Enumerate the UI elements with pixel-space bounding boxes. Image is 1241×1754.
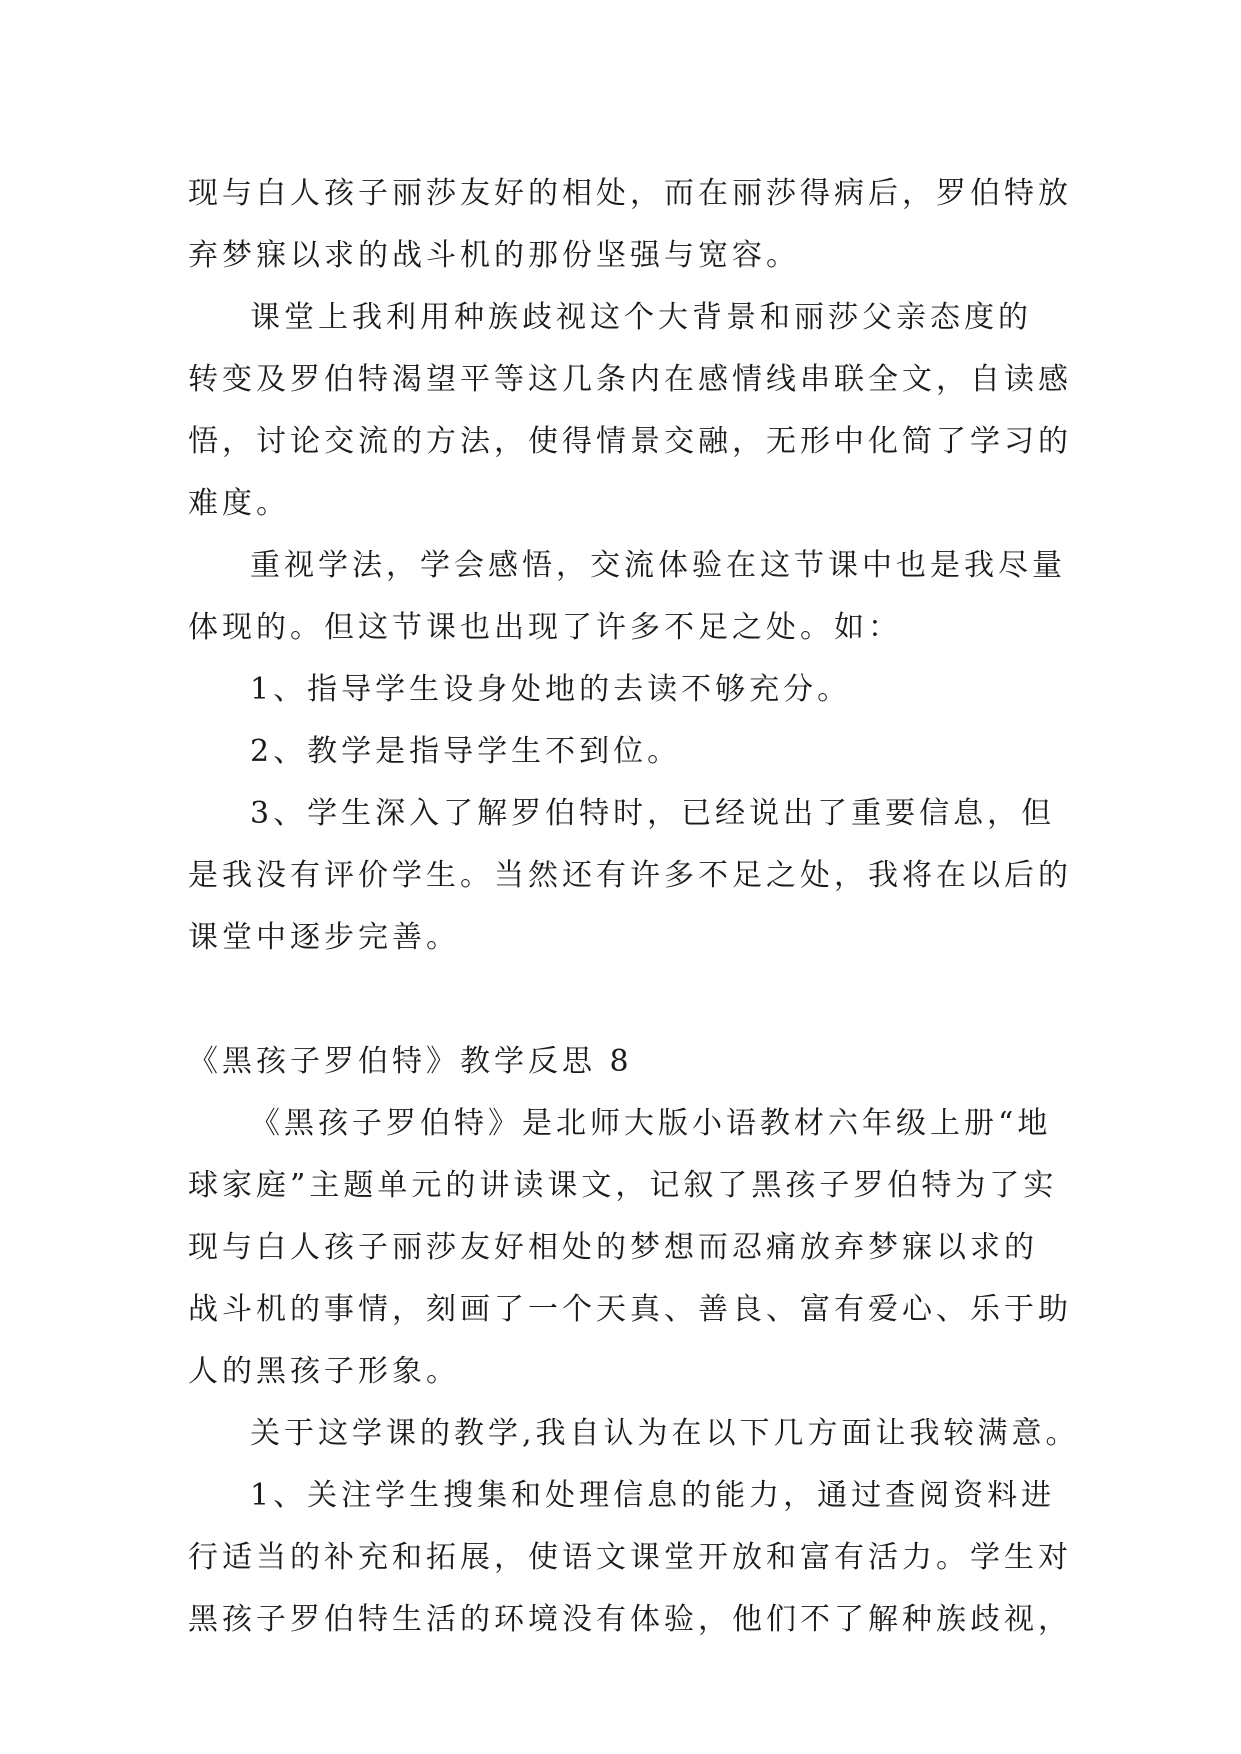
text-line: 课堂上我利用种族歧视这个大背景和丽莎父亲态度的 [250, 300, 1032, 335]
document-body [188, 163, 1080, 1651]
section-spacer [188, 969, 1056, 1031]
text-line: 转变及罗伯特渴望平等这几条内在感情线串联全文，自读感 [188, 362, 1072, 397]
text-line: 人的黑孩子形象。 [188, 1354, 460, 1389]
text-line: 重视学法，学会感悟，交流体验在这节课中也是我尽量 [250, 548, 1066, 583]
text-line: 是我没有评价学生。当然还有许多不足之处，我将在以后的 [188, 858, 1072, 893]
text-line: 战斗机的事情，刻画了一个天真、善良、富有爱心、乐于助 [188, 1292, 1072, 1327]
text-line: 3、学生深入了解罗伯特时，已经说出了重要信息，但 [250, 796, 1056, 831]
paragraph-teaching-approach [188, 287, 1072, 535]
text-line: 弃梦寐以求的战斗机的那份坚强与宽容。 [188, 238, 800, 273]
list-item-3 [188, 783, 1072, 969]
paragraph-satisfaction: 关于这学课的教学,我自认为在以下几方面让我较满意。 [250, 1416, 1080, 1451]
text-line: 球家庭”主题单元的讲读课文，记叙了黑孩子罗伯特为了实 [188, 1168, 1058, 1203]
section-heading: 《黑孩子罗伯特》教学反思 8 [188, 1044, 633, 1079]
text-line: 难度。 [188, 486, 290, 521]
list-item-2: 2、教学是指导学生不到位。 [250, 734, 682, 769]
list-item-1: 1、指导学生设身处地的去读不够充分。 [250, 672, 852, 707]
text-line: 现与白人孩子丽莎友好的相处，而在丽莎得病后，罗伯特放 [188, 176, 1072, 211]
text-line: 黑孩子罗伯特生活的环境没有体验，他们不了解种族歧视， [188, 1602, 1072, 1637]
text-line: 现与白人孩子丽莎友好相处的梦想而忍痛放弃梦寐以求的 [188, 1230, 1038, 1265]
paragraph-shortcomings-intro [188, 535, 1066, 659]
paragraph-information-skills [188, 1465, 1072, 1651]
text-line: 体现的。但这节课也出现了许多不足之处。如： [188, 610, 902, 645]
text-line: 行适当的补充和拓展，使语文课堂开放和富有活力。学生对 [188, 1540, 1072, 1575]
text-line: 1、关注学生搜集和处理信息的能力，通过查阅资料进 [250, 1478, 1056, 1513]
paragraph-lesson-summary [188, 1093, 1072, 1403]
text-line: 课堂中逐步完善。 [188, 920, 460, 955]
paragraph-continued [188, 163, 1072, 287]
text-line: 悟，讨论交流的方法，使得情景交融，无形中化简了学习的 [188, 424, 1072, 459]
text-line: 《黑孩子罗伯特》是北师大版小语教材六年级上册“地 [250, 1106, 1052, 1141]
